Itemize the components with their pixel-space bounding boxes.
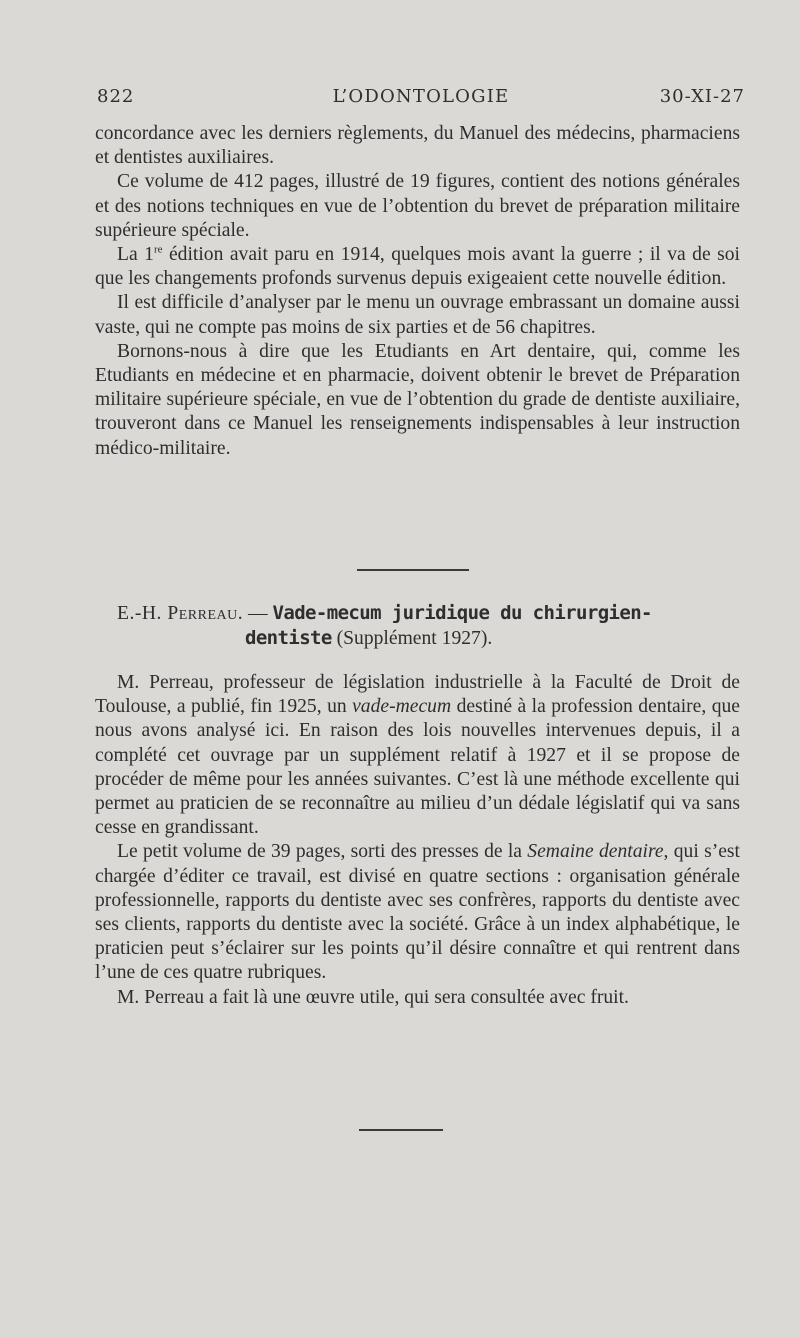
paragraph-text: édition avait paru en 1914, quelques mois avant la guerre ; il va de soi que les changements profonds survenus depuis exigeaient cette nouvelle édition.	[95, 244, 740, 290]
paragraph-text: Le petit volume de 39 pages, sorti des presses de la	[117, 841, 528, 863]
paragraph	[95, 671, 740, 840]
review-2-heading	[95, 601, 740, 651]
paragraph: concordance avec les derniers règlements, du Manuel des médecins, pharmaciens et dentistes auxiliaires.	[95, 123, 740, 169]
paragraph: Il est difficile d’analyser par le menu un ouvrage embrassant un domaine aussi vaste, qui ne compte pas moins de six parties et de 56 chapitres.	[95, 292, 740, 338]
paragraph-text: M. Perreau, professeur de législation industrielle à la Faculté de Droit de Toulouse, a publié, fin 1925, un	[95, 672, 740, 718]
running-header	[97, 86, 745, 112]
section-divider	[359, 1129, 443, 1131]
issue-date: 30-XI-27	[659, 86, 745, 107]
paragraph: Bornons-nous à dire que les Etudiants en Art dentaire, qui, comme les Etudiants en médecine et en pharmacie, doivent obtenir le brevet de Préparation militaire supérieure spéciale, en vue de l’obtention du grade de dentiste auxiliaire, trouveront dans ce Manuel les renseignements indispensables à leur instruction médico-militaire.	[95, 340, 740, 459]
supplement-note: (Supplément 1927).	[331, 628, 493, 649]
dash: —	[243, 603, 273, 624]
italic-term: Semaine dentaire	[527, 841, 664, 863]
paragraph: M. Perreau a fait là une œuvre utile, qui sera consultée avec fruit.	[117, 986, 629, 1008]
book-title: Vade-mecum juridique du chirurgien-	[272, 602, 652, 624]
paragraph: Ce volume de 412 pages, illustré de 19 figures, contient des notions générales et des notions techniques en vue de l’obtention du brevet de préparation militaire supérieure spéciale.	[95, 171, 740, 241]
paragraph-text: destiné à la profession dentaire, que nous avons analysé ici. En raison des lois nouvelles intervenues depuis, il a complété cet ouvrage par un supplément relatif à 1927 et il se propose de procéder de même pour les années suivantes. C’est là une méthode excellente qui permet au praticien de se reconnaître au milieu d’un dédale législatif qui va sans cesse en grandissant.	[95, 696, 741, 839]
author-name: E.-H. Perreau.	[117, 603, 244, 624]
italic-term: vade-mecum	[352, 696, 452, 718]
superscript: re	[153, 243, 163, 256]
paragraph-text: La 1	[117, 244, 154, 266]
paragraph	[95, 840, 740, 985]
review-1-text	[95, 122, 740, 461]
book-title-continued: dentiste	[245, 627, 332, 649]
review-2-text	[95, 671, 740, 1010]
paragraph	[95, 243, 740, 291]
section-divider	[357, 569, 469, 571]
page-number: 822	[97, 86, 135, 107]
paragraph-text: , qui s’est chargée d’éditer ce travail, est divisé en quatre sections : organisation générale professionnelle, rapports du dentiste avec ses confrères, rapports du dentiste avec ses clients, rapports du dentiste avec la société. Grâce à un index alphabétique, le praticien peut s’éclairer sur les points qu’il désire connaître et qui rentrent dans l’une de ces quatre rubriques.	[95, 841, 740, 984]
running-title: L’ODONTOLOGIE	[332, 86, 510, 107]
